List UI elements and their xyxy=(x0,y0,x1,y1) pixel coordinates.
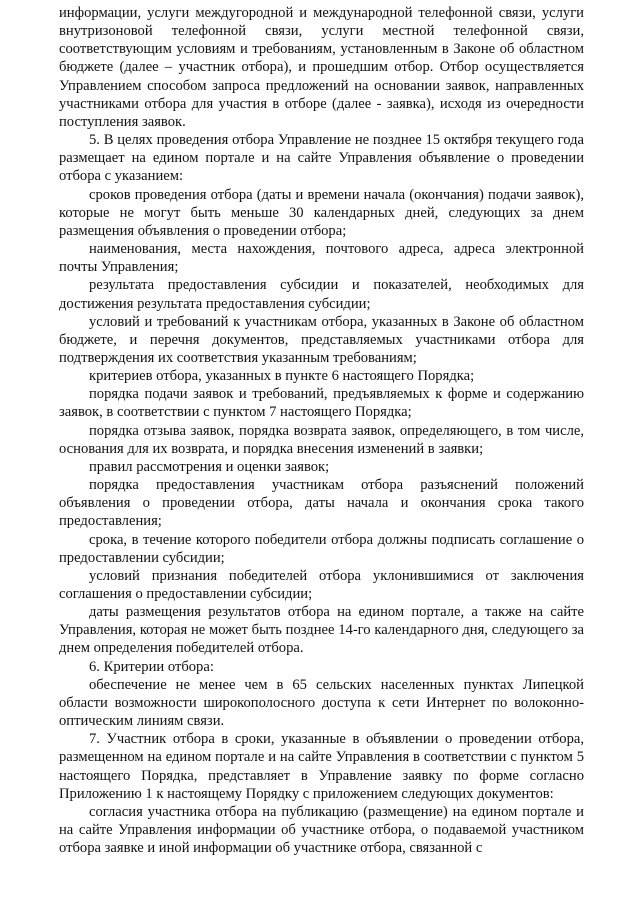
paragraph-item-6: 6. Критерии отбора: xyxy=(89,658,214,675)
paragraph-continuation: информации, услуги междугородной и международной телефонной связи, услуги внутризоновой телефонной связи, услуги местной телефонной связи, соответствующим условиям и требованиям, установленным в Законе об областном бюджете (далее – участник отбора), и прошедшим отбор. Отбор осуществляется Управлением способом запроса предложений на основании заявок, направленных участниками отбора для участия в отборе (далее - заявка), исходя из очередности поступления заявок. xyxy=(59,5,584,130)
paragraph-submission-order: порядка подачи заявок и требований, предъявляемых к форме и содержанию заявок, в соответствии с пунктом 7 настоящего Порядка; xyxy=(59,386,584,421)
paragraph-conditions: условий и требований к участникам отбора, указанных в Законе об областном бюджете, и перечня документов, представляемых участниками отбора для подтверждения их соответствия указанным требованиям; xyxy=(59,313,584,366)
paragraph-signing-term: срока, в течение которого победители отбора должны подписать соглашение о предоставлении субсидии; xyxy=(59,531,584,566)
paragraph-consent: согласия участника отбора на публикацию (размещение) на едином портале и на сайте Управления информации об участнике отбора, о подаваемой участником отбора заявке и иной информации об участнике отбора, связанной с xyxy=(59,803,584,857)
paragraph-evasion-conditions: условий признания победителей отбора уклонившимися от заключения соглашения о предоставлении субсидии; xyxy=(59,567,584,602)
paragraph-name-address: наименования, места нахождения, почтового адреса, адреса электронной почты Управления; xyxy=(59,241,584,276)
paragraph-review-rules: правил рассмотрения и оценки заявок; xyxy=(89,458,330,475)
paragraph-result: результата предоставления субсидии и показателей, необходимых для достижения результата предоставления субсидии; xyxy=(59,277,584,312)
paragraph-deadlines: сроков проведения отбора (даты и времени начала (окончания) подачи заявок), которые не могут быть меньше 30 календарных дней, следующих за днем размещения объявления о проведении отбора; xyxy=(59,186,584,239)
paragraph-item-5: 5. В целях проведения отбора Управление не позднее 15 октября текущего года размещает на едином портале и на сайте Управления объявление о проведении отбора с указанием: xyxy=(59,132,584,185)
paragraph-criterion: обеспечение не менее чем в 65 сельских населенных пунктах Липецкой области возможности широкополосного доступа к сети Интернет по волоконно-оптическим линиям связи. xyxy=(59,676,584,730)
paragraph-results-date: даты размещения результатов отбора на едином портале, а также на сайте Управления, которая не может быть позднее 14-го календарного дня, следующего за днем определения победителей отбора. xyxy=(59,604,584,657)
paragraph-withdrawal-order: порядка отзыва заявок, порядка возврата заявок, определяющего, в том числе, основания для их возврата, и порядка внесения изменений в заявки; xyxy=(59,422,584,457)
paragraph-criteria-ref: критериев отбора, указанных в пункте 6 настоящего Порядка; xyxy=(89,368,475,385)
paragraph-clarifications: порядка предоставления участникам отбора разъяснений положений объявления о проведении отбора, даты начала и окончания срока такого предоставления; xyxy=(59,477,584,530)
paragraph-item-7: 7. Участник отбора в сроки, указанные в объявлении о проведении отбора, размещенном на едином портале и на сайте Управления в соответствии с пунктом 5 настоящего Порядка, представляет в Управление заявку по форме согласно Приложению 1 к настоящему Порядку с приложением следующих документов: xyxy=(59,731,584,802)
